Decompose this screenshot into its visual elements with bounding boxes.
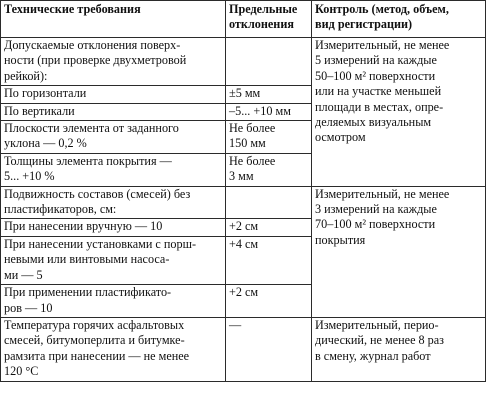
deviation-cell <box>226 186 312 219</box>
deviation-cell: +4 см <box>226 236 312 284</box>
control-cell: Измерительный, не менее 5 измерений на каждые 50–100 м² поверхности или на участке меньшей площади в местах, опре- деляемых визуальным осмотром <box>312 38 486 187</box>
table-row <box>1 317 486 381</box>
deviation-cell: Не более 150 мм <box>226 121 312 154</box>
control-cell: Измерительный, не менее 3 измерений на каждые 70–100 м² поверхности покрытия <box>312 186 486 317</box>
requirement-cell: При применении пластификато- ров — 10 <box>1 285 226 318</box>
deviation-cell: +2 см <box>226 285 312 318</box>
requirement-cell: По вертикали <box>1 103 226 120</box>
requirement-cell: При нанесении установками с порш- невыми или винтовыми насоса- ми — 5 <box>1 236 226 284</box>
header-deviations: Предельные отклонения <box>226 1 312 38</box>
table-row <box>1 186 486 219</box>
deviation-cell: –5... +10 мм <box>226 103 312 120</box>
header-requirements: Технические требования <box>1 1 226 38</box>
header-control: Контроль (метод, объем, вид регистрации) <box>312 1 486 38</box>
requirement-cell: Допускаемые отклонения поверх- ности (при проверке двухметровой рейкой): <box>1 38 226 86</box>
table-header-row <box>1 1 486 38</box>
requirement-cell: Толщины элемента покрытия — 5... +10 % <box>1 153 226 186</box>
deviation-cell: ±5 мм <box>226 86 312 103</box>
control-cell: Измерительный, перио- дический, не менее 8 раз в смену, журнал работ <box>312 317 486 381</box>
requirement-cell: Температура горячих асфальтовых смесей, битумоперлита и битумке- рамзита при нанесении — не менее 120 °С <box>1 317 226 381</box>
requirement-cell: Плоскости элемента от заданного уклона — 0,2 % <box>1 121 226 154</box>
deviation-cell: — <box>226 317 312 381</box>
deviation-cell: Не более 3 мм <box>226 153 312 186</box>
table-row <box>1 38 486 86</box>
deviation-cell: +2 см <box>226 219 312 236</box>
requirement-cell: При нанесении вручную — 10 <box>1 219 226 236</box>
requirement-cell: По горизонтали <box>1 86 226 103</box>
requirement-cell: Подвижность составов (смесей) без пластификаторов, см: <box>1 186 226 219</box>
deviation-cell <box>226 38 312 86</box>
